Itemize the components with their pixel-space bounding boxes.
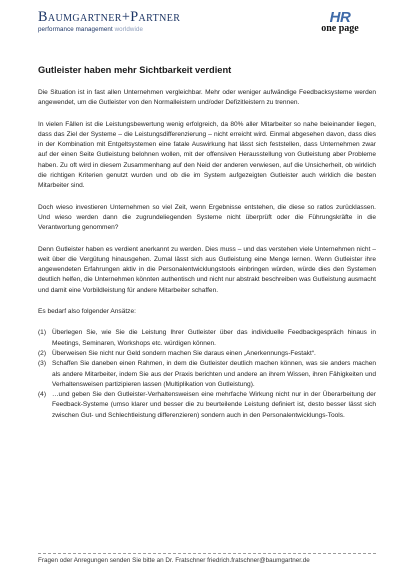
paragraph-recognition: Denn Gutleister haben es verdient anerkannt zu werden. Dies muss – und das verstehen viele Unternehmen nicht – weit über die Vergütung hinausgehen. Zumal lässt sich aus Gutleistung eine Menge lernen. Wenn Gutleister ihre angewendeten Erfahrungen aktiv in die Personalentwicklungstools einbringen würden, würde dies den Systemen deutlich helfen, die Unternehmen könnten authentisch und nicht nur abstrakt beschreiben was Gutleistung ausmacht und damit eine Vorbildleistung für andere Mitarbeiter schaffen.: [38, 245, 376, 294]
document-title: Gutleister haben mehr Sichtbarkeit verdient: [38, 65, 232, 75]
hr-badge-text: HR: [329, 9, 351, 26]
tagline-light: worldwide: [114, 26, 144, 33]
company-name: Baumgartner+Partner: [38, 9, 181, 25]
list-number: (1): [38, 329, 47, 337]
footer-divider: [38, 553, 376, 554]
hr-one-page-logo: [305, 11, 375, 34]
tagline-strong: performance management: [38, 26, 113, 33]
list-number: (3): [38, 360, 47, 368]
list-text: Überweisen Sie nicht nur Geld sondern machen Sie daraus einen „Anerkennungs-Festakt“.: [52, 349, 316, 357]
list-item: [38, 349, 376, 359]
footer-contact: Fragen oder Anregungen senden Sie bitte an Dr. Fratschner friedrich.fratschner@baumgartner.de: [38, 557, 310, 564]
paragraph-question: Doch wieso investieren Unternehmen so viel Zeit, wenn Ergebnisse entstehen, die diese so ratlos zurücklassen. Und wieso werden dann die zugrundeliegenden Systeme nicht überprüft oder die Führungskräfte in die Verantwortung genommen?: [38, 203, 376, 232]
paragraph-approaches: Es bedarf also folgender Ansätze:: [38, 308, 136, 316]
paragraph-intro: Die Situation ist in fast allen Unternehmen vergleichbar. Mehr oder weniger aufwändige Feedbacksysteme werden angewendet, um die Gutleister von den Normalleistern und/oder Defizitleistern zu trennen.: [38, 89, 376, 107]
paragraph-assessment: In vielen Fällen ist die Leistungsbewertung wenig erfolgreich, da 80% aller Mitarbeiter so nahe beieinander liegen, dass das Ziel der Systeme – die Leistungsdifferenzierung – nicht erreicht wird. Einmal abgesehen davon, dass dies in der Kombination mit Entgeltsystemen eine fatale Auswirkung hat lässt sich feststellen, dass Unternehmen zwar auf der einen Seite Gutleistung belohnen wollen, mit der offensiven Herausstellung von Gutleistung aber Probleme haben. Zu oft wird in diesem Zusammenhang auf den Neid der anderen verwiesen, auf die Unsicherheit, ob wirklich die richtigen Kriterien genutzt wurden und ob die im System aufgezeigten Gutleister auch wirklich die besten Mitarbeiter sind.: [38, 120, 376, 190]
list-item: [38, 390, 376, 421]
company-logo: [38, 10, 180, 33]
document-body: [38, 88, 376, 421]
list-item: [38, 359, 376, 390]
company-tagline: [38, 26, 180, 33]
list-text: Schaffen Sie daneben einen Rahmen, in dem die Gutleister deutlich machen können, was sie anders machen als andere Mitarbeiter, indem Sie aus der Praxis berichten und andere an ihrem Wissen, ihren Fähigkeiten und Verhaltensweisen partizipieren lassen (Multiplikation von Gutleistung).: [52, 360, 376, 388]
one-page-text: one page: [321, 23, 359, 34]
list-number: (2): [38, 349, 47, 357]
approach-list: [38, 328, 376, 421]
list-text: …und geben Sie den Gutleister-Verhaltensweisen eine mehrfache Wirkung nicht nur in der Überarbeitung der Feedback-Systeme (umso klarer und besser die zu beurteilende Leistung definiert ist, desto besser lässt sich zwischen Gut- und Schlechtleistung differenzieren) sondern auch in den Personalentwicklungs-Tools.: [52, 391, 376, 419]
list-number: (4): [38, 391, 47, 399]
list-item: [38, 328, 376, 349]
list-text: Überlegen Sie, wie Sie die Leistung Ihrer Gutleister über das individuelle Feedbackgespräch hinaus in Meetings, Seminaren, Workshops etc. würdigen können.: [52, 329, 376, 347]
